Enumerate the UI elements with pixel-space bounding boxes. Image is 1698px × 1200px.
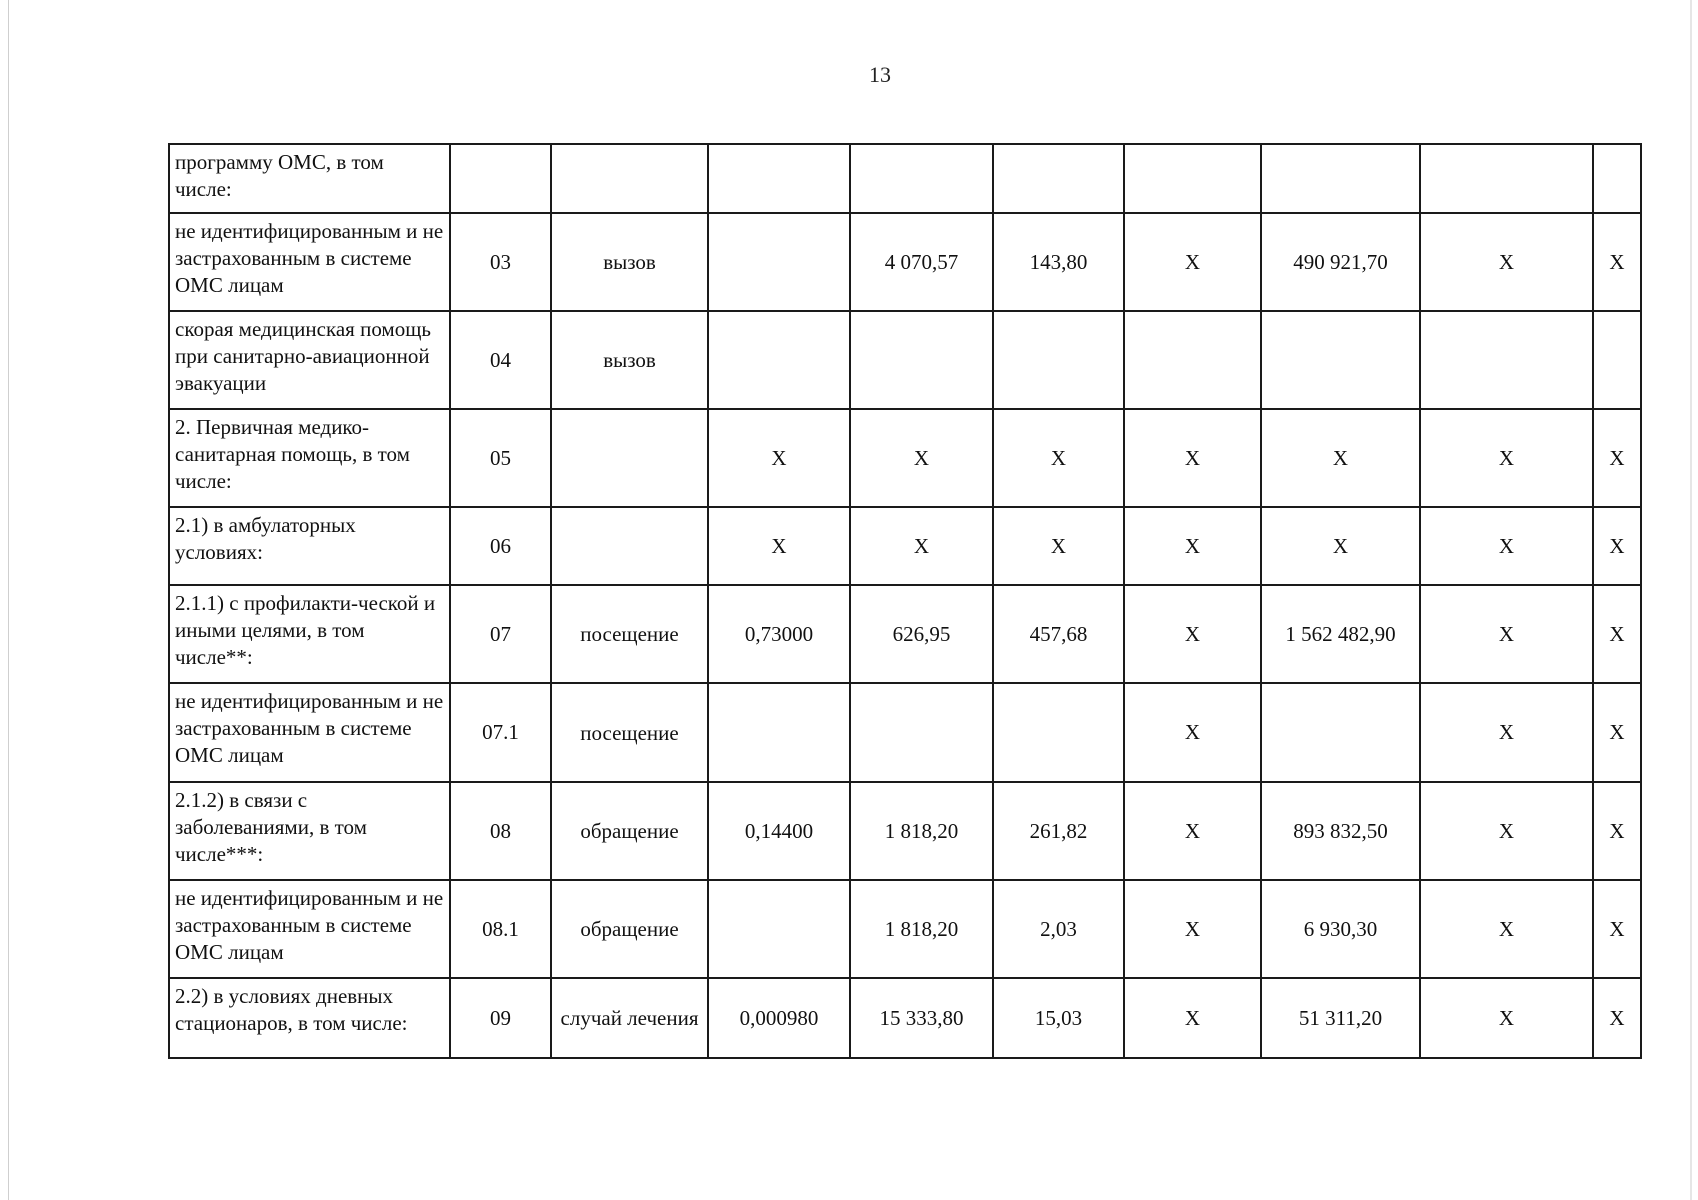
row-name-cell: 2.2) в условиях дневных стационаров, в том числе:: [169, 978, 450, 1058]
row-value-cell: [1261, 683, 1420, 782]
table-row: [169, 507, 1641, 585]
row-value-cell: [993, 311, 1124, 409]
row-value-cell: Х: [993, 409, 1124, 507]
row-value-cell: Х: [1420, 782, 1593, 880]
table-row: [169, 213, 1641, 311]
row-value-cell: Х: [1593, 683, 1641, 782]
row-value-cell: [1261, 311, 1420, 409]
row-code-cell: 08: [450, 782, 551, 880]
row-unit-cell: обращение: [551, 782, 708, 880]
row-value-cell: [850, 683, 993, 782]
row-value-cell: Х: [1420, 585, 1593, 683]
table-row: [169, 683, 1641, 782]
row-value-cell: 51 311,20: [1261, 978, 1420, 1058]
row-name-cell: программу ОМС, в том числе:: [169, 144, 450, 213]
row-value-cell: Х: [1124, 782, 1261, 880]
row-value-cell: Х: [1593, 585, 1641, 683]
row-unit-cell: [551, 144, 708, 213]
row-code-cell: 06: [450, 507, 551, 585]
table-body: [169, 144, 1641, 1058]
row-code-cell: 04: [450, 311, 551, 409]
row-value-cell: Х: [1124, 683, 1261, 782]
row-unit-cell: вызов: [551, 311, 708, 409]
row-value-cell: 6 930,30: [1261, 880, 1420, 978]
row-value-cell: 0,73000: [708, 585, 850, 683]
row-name-cell: скорая медицинская помощь при санитарно-авиационной эвакуации: [169, 311, 450, 409]
row-value-cell: Х: [1124, 409, 1261, 507]
row-value-cell: Х: [1420, 213, 1593, 311]
row-value-cell: [1261, 144, 1420, 213]
row-value-cell: [1420, 311, 1593, 409]
row-value-cell: Х: [1593, 880, 1641, 978]
page-number: 13: [869, 62, 891, 87]
table-row: [169, 880, 1641, 978]
row-name-cell: 2. Первичная медико-санитарная помощь, в том числе:: [169, 409, 450, 507]
row-name-cell: 2.1.1) с профилакти-ческой и иными целями, в том числе**:: [169, 585, 450, 683]
row-value-cell: 261,82: [993, 782, 1124, 880]
row-value-cell: Х: [850, 507, 993, 585]
row-name-cell: 2.1.2) в связи с заболеваниями, в том числе***:: [169, 782, 450, 880]
row-value-cell: 490 921,70: [1261, 213, 1420, 311]
row-code-cell: 07: [450, 585, 551, 683]
row-code-cell: [450, 144, 551, 213]
row-value-cell: 457,68: [993, 585, 1124, 683]
row-value-cell: Х: [1420, 978, 1593, 1058]
row-unit-cell: [551, 409, 708, 507]
row-value-cell: Х: [708, 507, 850, 585]
row-value-cell: [993, 683, 1124, 782]
row-name-cell: не идентифицированным и не застрахованным в системе ОМС лицам: [169, 880, 450, 978]
row-value-cell: Х: [1593, 782, 1641, 880]
table-row: [169, 311, 1641, 409]
scan-edge-right: [1690, 0, 1692, 1200]
row-code-cell: 08.1: [450, 880, 551, 978]
row-value-cell: 1 818,20: [850, 782, 993, 880]
row-value-cell: Х: [1261, 507, 1420, 585]
row-unit-cell: посещение: [551, 683, 708, 782]
row-value-cell: 0,000980: [708, 978, 850, 1058]
row-value-cell: [708, 311, 850, 409]
row-value-cell: Х: [1593, 213, 1641, 311]
row-value-cell: Х: [1593, 409, 1641, 507]
row-value-cell: [1124, 144, 1261, 213]
row-value-cell: [708, 880, 850, 978]
row-value-cell: [1420, 144, 1593, 213]
row-value-cell: Х: [1124, 880, 1261, 978]
row-value-cell: Х: [1420, 507, 1593, 585]
row-code-cell: 03: [450, 213, 551, 311]
row-value-cell: 143,80: [993, 213, 1124, 311]
row-unit-cell: посещение: [551, 585, 708, 683]
table-row: [169, 782, 1641, 880]
row-value-cell: Х: [1124, 978, 1261, 1058]
row-value-cell: Х: [993, 507, 1124, 585]
row-value-cell: Х: [1420, 683, 1593, 782]
row-value-cell: Х: [1593, 978, 1641, 1058]
row-value-cell: 1 562 482,90: [1261, 585, 1420, 683]
row-value-cell: [1124, 311, 1261, 409]
row-unit-cell: обращение: [551, 880, 708, 978]
row-value-cell: 2,03: [993, 880, 1124, 978]
data-table: [168, 143, 1642, 1059]
row-value-cell: [708, 144, 850, 213]
row-unit-cell: вызов: [551, 213, 708, 311]
row-code-cell: 09: [450, 978, 551, 1058]
row-value-cell: Х: [708, 409, 850, 507]
row-value-cell: Х: [1593, 507, 1641, 585]
row-value-cell: 893 832,50: [1261, 782, 1420, 880]
table-row: [169, 585, 1641, 683]
row-value-cell: [1593, 144, 1641, 213]
row-value-cell: Х: [1420, 880, 1593, 978]
table-row: [169, 409, 1641, 507]
row-value-cell: [993, 144, 1124, 213]
row-value-cell: [850, 144, 993, 213]
row-name-cell: 2.1) в амбулаторных условиях:: [169, 507, 450, 585]
row-value-cell: [850, 311, 993, 409]
row-name-cell: не идентифицированным и не застрахованным в системе ОМС лицам: [169, 683, 450, 782]
row-name-cell: не идентифицированным и не застрахованным в системе ОМС лицам: [169, 213, 450, 311]
row-unit-cell: случай лечения: [551, 978, 708, 1058]
row-value-cell: Х: [1124, 507, 1261, 585]
row-value-cell: 4 070,57: [850, 213, 993, 311]
row-unit-cell: [551, 507, 708, 585]
row-value-cell: Х: [1124, 585, 1261, 683]
row-value-cell: 15,03: [993, 978, 1124, 1058]
table-row: [169, 144, 1641, 213]
row-value-cell: 1 818,20: [850, 880, 993, 978]
row-value-cell: Х: [850, 409, 993, 507]
row-code-cell: 05: [450, 409, 551, 507]
row-code-cell: 07.1: [450, 683, 551, 782]
scan-edge-left: [8, 0, 9, 1200]
row-value-cell: Х: [1420, 409, 1593, 507]
row-value-cell: 15 333,80: [850, 978, 993, 1058]
row-value-cell: Х: [1261, 409, 1420, 507]
row-value-cell: [708, 213, 850, 311]
row-value-cell: [708, 683, 850, 782]
row-value-cell: Х: [1124, 213, 1261, 311]
row-value-cell: 626,95: [850, 585, 993, 683]
row-value-cell: [1593, 311, 1641, 409]
row-value-cell: 0,14400: [708, 782, 850, 880]
table-row: [169, 978, 1641, 1058]
